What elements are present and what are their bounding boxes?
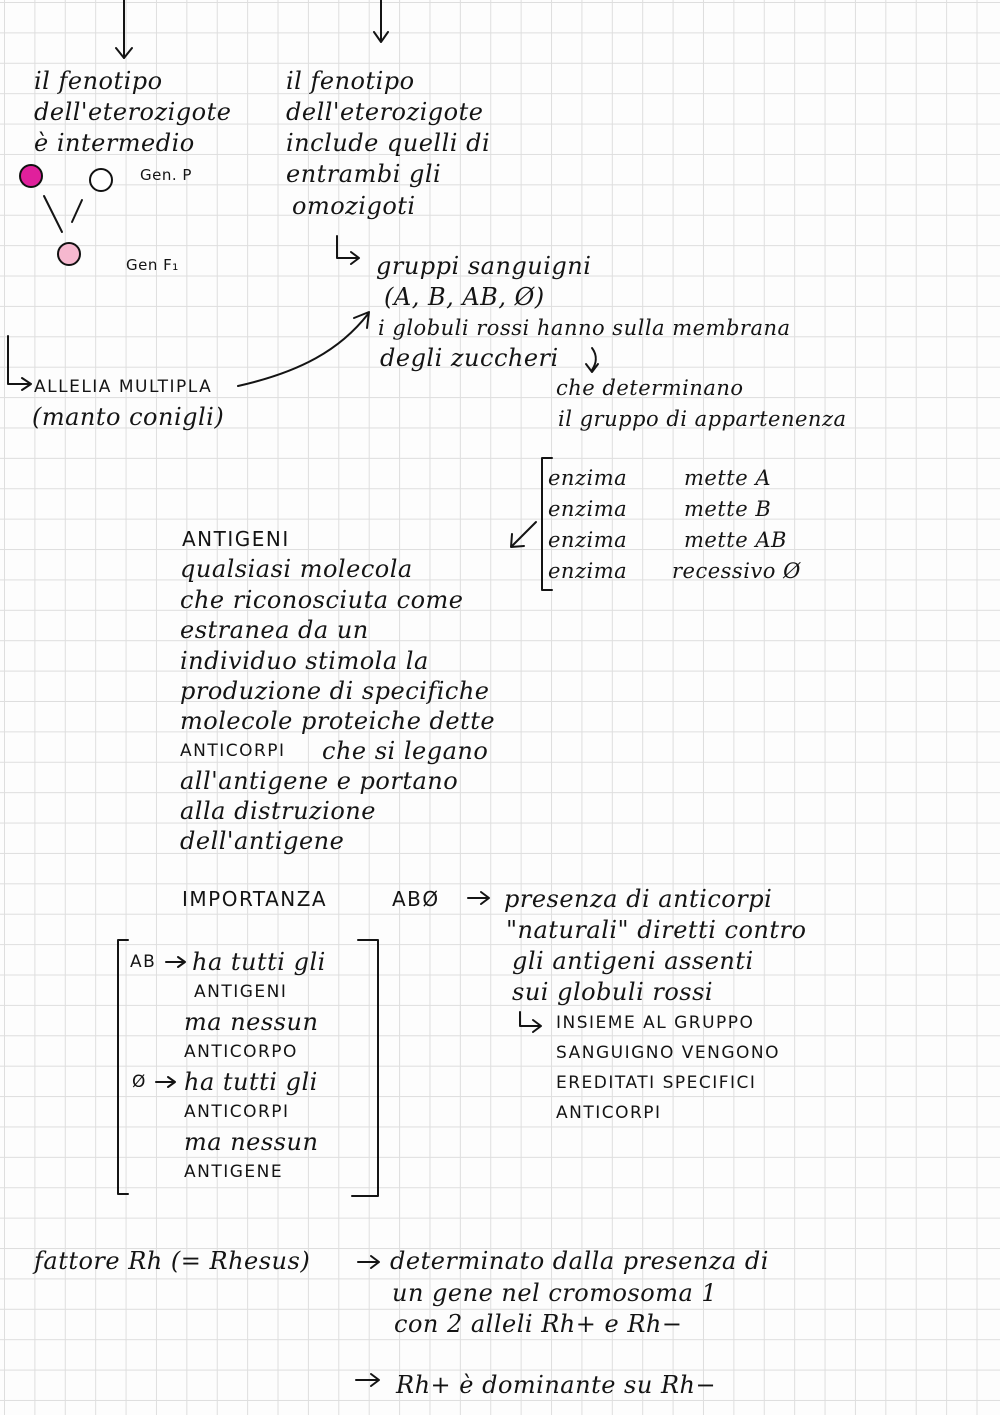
multiple-allele-example: (manto conigli)	[32, 403, 225, 431]
definition-line: alla distruzione	[180, 797, 376, 825]
inherited-line: INSIEME AL GRUPPO	[556, 1013, 755, 1033]
note-line: il gruppo di appartenenza	[558, 407, 847, 431]
box-caps: ANTIGENE	[184, 1162, 284, 1182]
note-line: i globuli rossi hanno sulla membrana	[378, 316, 791, 340]
enzyme-action: recessivo Ø	[672, 559, 801, 583]
note-line: è intermedio	[34, 129, 195, 157]
definition-line: qualsiasi molecola	[180, 555, 413, 583]
importance-line: gli antigeni assenti	[512, 947, 754, 975]
box-caps: ANTICORPI	[184, 1102, 290, 1122]
gen-p-label: Gen. P	[140, 166, 192, 184]
curved-arrow-icon	[238, 312, 369, 386]
multiple-allele-title: ALLELIA MULTIPLA	[34, 377, 213, 397]
note-line: il fenotipo	[34, 67, 163, 95]
arrow-right-icon	[356, 1374, 379, 1386]
box-line: ma nessun	[184, 1008, 319, 1036]
inherited-line: EREDITATI SPECIFICI	[556, 1073, 757, 1093]
enzyme-action: mette A	[684, 466, 771, 490]
arrow-right-icon	[156, 1077, 175, 1087]
definition-caps: ANTICORPI	[180, 741, 286, 761]
note-line: omozigoti	[292, 192, 416, 220]
pink-circle-icon	[58, 243, 80, 265]
left-bracket	[118, 940, 128, 1194]
inherited-line: SANGUIGNO VENGONO	[556, 1043, 780, 1063]
enzyme-bracket	[542, 458, 552, 590]
arrow-right-icon	[358, 1256, 379, 1268]
cross-line	[44, 196, 62, 232]
box-line: ha tutti gli	[184, 1068, 318, 1096]
arrow-right-icon	[166, 957, 185, 967]
hook-arrow-icon	[337, 236, 359, 264]
importance-line: "naturali" diretti contro	[506, 916, 807, 944]
gen-f1-label: Gen F₁	[126, 256, 179, 274]
antigens-title: ANTIGENI	[182, 527, 290, 551]
definition-line: molecole proteiche dette	[180, 707, 496, 735]
importance-line: sui globuli rossi	[512, 978, 714, 1006]
rh-label: fattore Rh (= Rhesus)	[34, 1247, 311, 1275]
definition-line: produzione di specifiche	[180, 677, 490, 705]
definition-line: che riconosciuta come	[180, 586, 464, 614]
enzyme-name: enzima	[548, 559, 628, 583]
note-line: il fenotipo	[286, 67, 415, 95]
enzyme-name: enzima	[548, 466, 628, 490]
note-line: che determinano	[556, 376, 744, 400]
note-line: gruppi sanguigni	[376, 252, 592, 280]
enzyme-action: mette AB	[684, 528, 787, 552]
enzyme-name: enzima	[548, 497, 628, 521]
note-line: entrambi gli	[286, 160, 442, 188]
box-line: ha tutti gli	[192, 948, 326, 976]
note-line: dell'eterozigote	[34, 98, 232, 126]
hook-arrow-icon	[520, 1012, 541, 1032]
box-line: ma nessun	[184, 1128, 319, 1156]
magenta-circle-icon	[20, 165, 42, 187]
box-caps: ANTIGENI	[194, 982, 288, 1002]
importance-line: presenza di anticorpi	[504, 885, 773, 913]
ab-label: AB	[130, 952, 157, 972]
o-label: Ø	[132, 1072, 147, 1092]
cross-line	[72, 200, 82, 222]
enzyme-name: enzima	[548, 528, 628, 552]
arrow-down-left-icon	[511, 522, 536, 547]
arrow-down-icon	[116, 0, 132, 58]
definition-line: dell'antigene	[180, 827, 345, 855]
definition-line: individuo stimola la	[180, 647, 429, 675]
rh-line: un gene nel cromosoma 1	[392, 1279, 718, 1307]
note-line: (A, B, AB, Ø)	[384, 283, 545, 311]
arrow-down-icon	[374, 0, 388, 42]
definition-line: all'antigene e portano	[180, 767, 459, 795]
abo-label: ABØ	[392, 887, 440, 911]
note-line: degli zuccheri	[380, 344, 559, 372]
definition-line: che si legano	[322, 737, 489, 765]
white-circle-icon	[90, 169, 112, 191]
inherited-line: ANTICORPI	[556, 1103, 662, 1123]
arrow-down-icon	[586, 348, 598, 372]
definition-line: estranea da un	[180, 616, 369, 644]
note-line: dell'eterozigote	[286, 98, 484, 126]
box-caps: ANTICORPO	[184, 1042, 298, 1062]
importance-title: IMPORTANZA	[182, 887, 328, 911]
hook-arrow-icon	[8, 336, 31, 390]
rh-dominance: Rh+ è dominante su Rh−	[396, 1371, 717, 1399]
rh-line: determinato dalla presenza di	[390, 1247, 769, 1275]
arrow-right-icon	[468, 892, 489, 904]
rh-line: con 2 alleli Rh+ e Rh−	[394, 1310, 683, 1338]
right-bracket	[352, 940, 378, 1196]
note-line: include quelli di	[286, 129, 491, 157]
enzyme-action: mette B	[684, 497, 772, 521]
